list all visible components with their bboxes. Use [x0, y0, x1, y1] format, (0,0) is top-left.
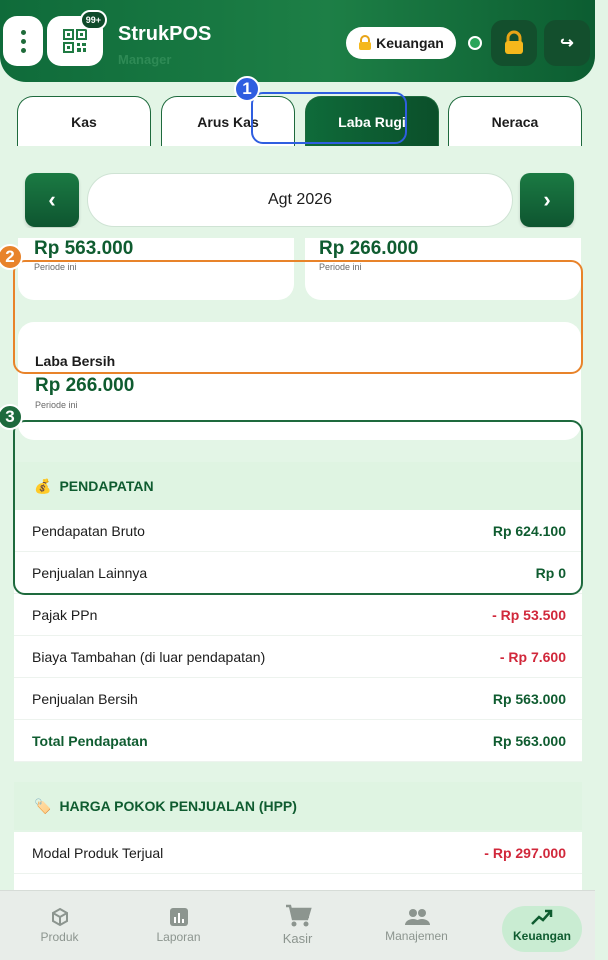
summary-gross-profit-caption: Periode ini — [319, 262, 362, 272]
tab-label: Kas — [71, 113, 97, 130]
hpp-table — [14, 832, 582, 890]
period-label[interactable]: Agt 2026 — [87, 173, 513, 227]
table-row-total — [14, 720, 582, 762]
row-label: Penjualan Lainnya — [32, 564, 148, 581]
net-profit-caption: Periode ini — [35, 400, 78, 410]
row-value: Rp 624.100 — [492, 522, 566, 539]
lock-screen-button[interactable] — [491, 20, 537, 66]
nav-keuangan[interactable] — [476, 890, 608, 960]
table-row — [14, 594, 582, 636]
row-label: Pendapatan Bruto — [32, 522, 145, 539]
price-tag-icon: 🏷️ — [34, 797, 52, 814]
row-value: - Rp 53.500 — [492, 606, 566, 623]
people-icon — [404, 908, 430, 926]
nav-label: Produk — [40, 929, 79, 944]
nav-manajemen[interactable] — [357, 890, 476, 960]
nav-label: Keuangan — [512, 928, 571, 943]
bar-chart-icon — [169, 907, 189, 927]
table-row — [14, 636, 582, 678]
row-label: Total Pendapatan — [32, 732, 148, 749]
chevron-right-icon: › — [543, 187, 551, 212]
lock-icon — [358, 35, 372, 51]
annotation-box-1 — [251, 92, 407, 144]
user-role: Manager — [118, 52, 172, 67]
tab-kas[interactable] — [17, 96, 151, 146]
tab-label: Arus Kas — [197, 113, 259, 130]
nav-produk[interactable] — [0, 890, 119, 960]
tab-neraca[interactable] — [448, 96, 582, 146]
row-value: - Rp 297.000 — [484, 844, 566, 861]
row-label: Pajak PPn — [32, 606, 98, 623]
net-profit-amount: Rp 266.000 — [35, 375, 135, 396]
row-value: Rp 563.000 — [492, 732, 566, 749]
row-value: Rp 563.000 — [492, 690, 566, 707]
qr-button[interactable] — [47, 16, 103, 66]
nav-kasir[interactable] — [238, 890, 357, 960]
section-title: PENDAPATAN — [59, 478, 154, 494]
tab-label: Neraca — [491, 113, 539, 130]
menu-button[interactable] — [3, 16, 43, 66]
qr-icon — [62, 28, 88, 54]
summary-revenue-amount: Rp 563.000 — [34, 238, 134, 259]
section-header-hpp — [14, 782, 582, 830]
more-vertical-icon — [21, 30, 26, 53]
net-profit-label: Laba Bersih — [35, 353, 116, 369]
summary-revenue-caption: Periode ini — [34, 262, 77, 272]
row-label: Biaya Tambahan (di luar pendapatan) — [32, 648, 266, 665]
row-value: Rp 0 — [535, 564, 566, 581]
annotation-marker-1: 1 — [234, 76, 260, 102]
app-title: StrukPOS — [118, 23, 212, 45]
logout-button[interactable] — [544, 20, 590, 66]
tab-label: Laba Rugi — [338, 113, 406, 130]
app-header — [0, 0, 595, 82]
online-status-indicator — [468, 36, 482, 50]
annotation-marker-2: 2 — [0, 244, 23, 270]
annotation-box-2 — [13, 260, 583, 374]
table-row — [14, 832, 582, 874]
scroll-mask — [0, 228, 595, 238]
nav-label: Manajemen — [385, 928, 448, 943]
notification-badge: 99+ — [80, 10, 107, 30]
finance-mode-label: Keuangan — [376, 35, 444, 51]
nav-label: Laporan — [156, 929, 201, 944]
section-title: HARGA POKOK PENJUALAN (HPP) — [59, 798, 297, 814]
money-bag-icon: 💰 — [34, 477, 52, 494]
summary-gross-profit-amount: Rp 266.000 — [319, 238, 419, 259]
nav-laporan[interactable] — [119, 890, 238, 960]
row-label: Modal Produk Terjual — [32, 844, 164, 861]
annotation-box-3 — [13, 420, 583, 595]
cart-icon — [284, 904, 312, 928]
finance-mode-button[interactable] — [346, 27, 456, 59]
nav-label: Kasir — [282, 931, 313, 946]
chevron-left-icon: ‹ — [48, 187, 56, 212]
logout-icon: ↪ — [560, 35, 574, 52]
box-icon — [50, 907, 70, 927]
lock-icon — [504, 31, 524, 55]
previous-period-button[interactable] — [25, 173, 79, 227]
next-period-button[interactable] — [520, 173, 574, 227]
row-value: - Rp 7.600 — [499, 648, 566, 665]
trending-up-icon — [531, 908, 553, 926]
table-row — [14, 678, 582, 720]
annotation-marker-3: 3 — [0, 404, 23, 430]
row-label: Penjualan Bersih — [32, 690, 138, 707]
